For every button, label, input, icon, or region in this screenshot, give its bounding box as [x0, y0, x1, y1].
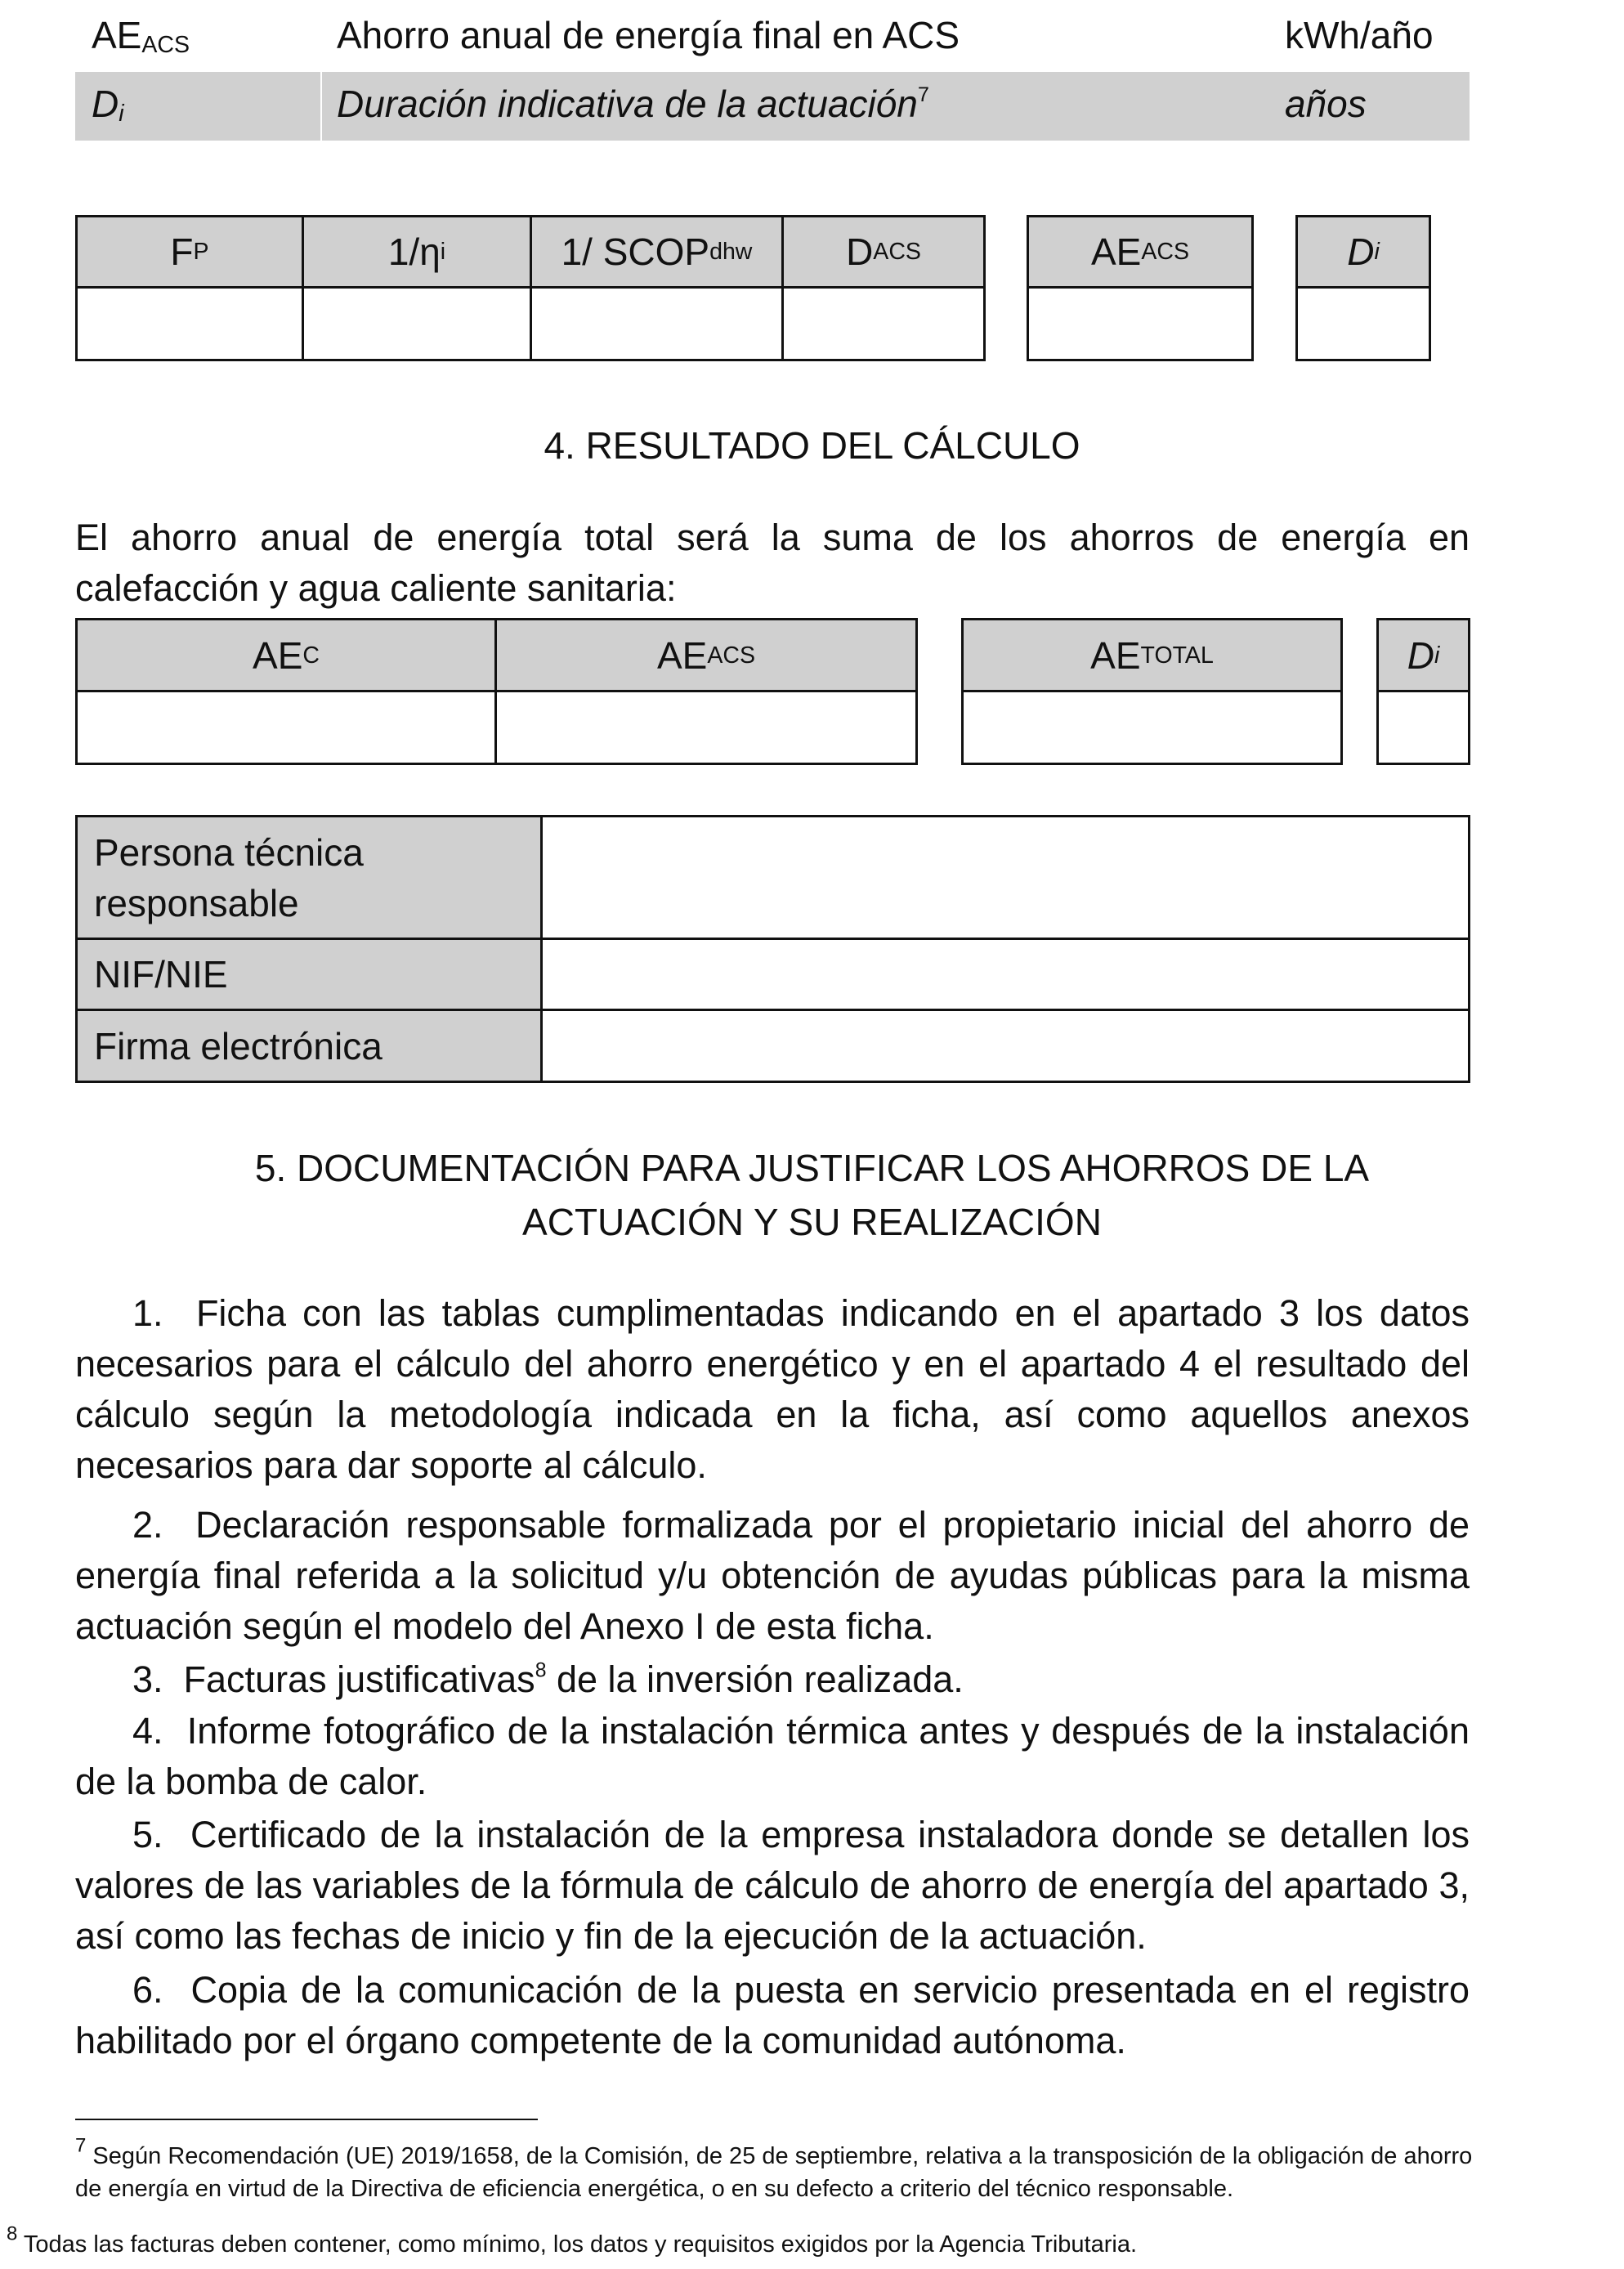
footnote-text: Según Recomendación (UE) 2019/1658, de la Comisión, de 25 de septiembre, relativa a la transposición de la obligación de ahorro de energía en virtud de la Directiva de eficiencia energética, o en su defecto a criterio del técnico responsable.	[75, 2143, 1473, 2202]
variable-row-di	[75, 72, 1470, 141]
header-aeacs: AE ACS	[494, 618, 918, 692]
footnote-7	[75, 2134, 1474, 2205]
header-scop: 1/ SCOP dhw	[530, 215, 784, 289]
variable-row-aeacs	[75, 7, 1470, 69]
label-nif-nie: NIF/NIE	[75, 938, 543, 1011]
input-fp[interactable]	[75, 286, 304, 361]
section-5-title-line2: ACTUACIÓN Y SU REALIZACIÓN	[522, 1201, 1102, 1243]
input-nif-nie[interactable]	[540, 938, 1470, 1011]
variable-description: Duración indicativa de la actuación$^7$	[337, 83, 929, 125]
header-aetotal: AE TOTAL	[961, 618, 1343, 692]
footnote-ref-8: 8	[535, 1659, 547, 1682]
doc-item-2: 2. Declaración responsable formalizada por el propietario inicial del ahorro de energía final referida a la solicitud y/u obtención de ayudas públicas para la misma actuación según el modelo del Anexo I de esta ficha.	[75, 1504, 1470, 1647]
input-di[interactable]	[1376, 690, 1470, 765]
footnote-number: 7	[75, 2134, 87, 2157]
section-5-title-line1: 5. DOCUMENTACIÓN PARA JUSTIFICAR LOS AHORROS DE LA	[254, 1147, 1370, 1189]
header-aec: AE C	[75, 618, 497, 692]
variable-symbol: Di	[92, 83, 124, 128]
doc-item-5: 5. Certificado de la instalación de la empresa instaladora donde se detallen los valores de las variables de la fórmula de cálculo de ahorro de energía del apartado 3, así como las fechas de inicio y fin de la ejecución de la actuación.	[75, 1814, 1470, 1957]
input-aeacs[interactable]	[494, 690, 918, 765]
section-4-title: 4. RESULTADO DEL CÁLCULO	[544, 424, 1080, 467]
doc-item-1: 1. Ficha con las tablas cumplimentadas indicando en el apartado 3 los datos necesarios para el cálculo del ahorro energético y en el apartado 4 el resultado del cálculo según la metodología indicada en la ficha, así como aquellos anexos necesarios para dar soporte al cálculo.	[75, 1292, 1470, 1486]
label-persona-tecnica: Persona técnica responsable	[75, 815, 543, 940]
header-eta: 1/η i	[302, 215, 532, 289]
input-dacs[interactable]	[781, 286, 986, 361]
label-firma-electronica: Firma electrónica	[75, 1009, 543, 1083]
variable-description: Ahorro anual de energía final en ACS	[337, 14, 960, 56]
header-di: D i	[1295, 215, 1431, 289]
footnote-8	[7, 2222, 1559, 2261]
header-aeacs: AE ACS	[1027, 215, 1254, 289]
input-aetotal[interactable]	[961, 690, 1343, 765]
input-persona-tecnica[interactable]	[540, 815, 1470, 940]
input-eta[interactable]	[302, 286, 532, 361]
doc-item-6: 6. Copia de la comunicación de la puesta en servicio presentada en el registro habilitado por el órgano competente de la comunidad autónoma.	[75, 1969, 1470, 2061]
variable-symbol: AEACS	[92, 14, 190, 59]
footnote-number: 8	[7, 2222, 18, 2245]
input-aeacs[interactable]	[1027, 286, 1254, 361]
footnote-separator	[75, 2119, 538, 2120]
header-di: D i	[1376, 618, 1470, 692]
section-4-intro: El ahorro anual de energía total será la suma de los ahorros de energía en calefacción y agua caliente sanitaria:	[75, 517, 1470, 609]
doc-item-3: 3. Facturas justificativas$^8$ de la inversión realizada.	[132, 1658, 964, 1700]
footnote-text: Todas las facturas deben contener, como mínimo, los datos y requisitos exigidos por la Agencia Tributaria.	[23, 2231, 1138, 2258]
header-dacs: D ACS	[781, 215, 986, 289]
variable-unit: años	[1285, 83, 1367, 125]
variable-unit: kWh/año	[1285, 14, 1434, 56]
input-scop[interactable]	[530, 286, 784, 361]
doc-item-4: 4. Informe fotográfico de la instalación térmica antes y después de la instalación de la bomba de calor.	[75, 1710, 1470, 1802]
input-aec[interactable]	[75, 690, 497, 765]
input-firma-electronica[interactable]	[540, 1009, 1470, 1083]
header-fp: F P	[75, 215, 304, 289]
input-di[interactable]	[1295, 286, 1431, 361]
